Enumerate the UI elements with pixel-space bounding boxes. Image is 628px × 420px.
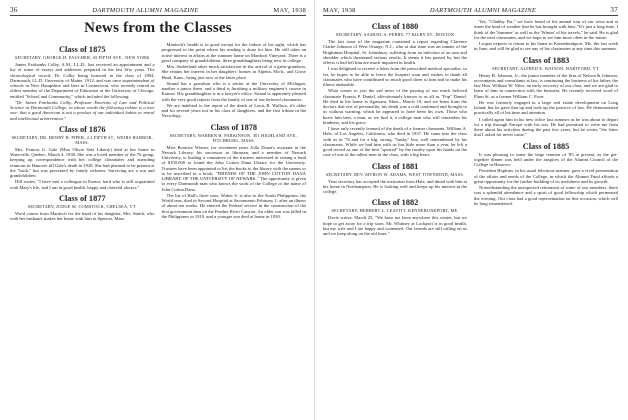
news-paragraph: "Dr. James Fairbanks Colby, Professor Emeritus of Law and Political Science in Dartmouth College, in whose words the following tribute is a true one: that a good American is not a product of our individual habits or moral and intellectual achievement." xyxy=(10,99,155,121)
news-paragraph: Mrs. Sutherland takes much satisfaction in the arrival of a great-grandson. She retains her interest in her daughters' homes in Alpena, Mich., and Grose Head, Kans., being just now at the latter place. xyxy=(161,64,306,80)
class-secretary: SECRETARY, SAMUEL S. PERRY, 77 KILBY ST., BOSTON xyxy=(335,32,455,37)
news-paragraph: Notwithstanding the unexpected retirement of some of our members, there was a splendid attendance and a spirit of good fellowship which permeated the evening. Our class had a good representation on this occasion, which will be long remembered. xyxy=(474,185,618,206)
right-running-head xyxy=(323,6,618,16)
news-paragraph: Mardoch's health is in good except for the failure of his sight, which has progressed to the point where his reading is done for him. He still takes an active interest in affairs at the summer home on Mardoch Vineyard. There is a good company of grandchildren, three granddaughters being now in college. xyxy=(161,42,306,63)
news-paragraph: Your secretary has accepted the invitation from Hale, and dined with him at his home in Northampton. He is looking well and keeps up his interest in the college. xyxy=(323,178,467,194)
class-secretary: SECRETARY, GEORGE H. FAUCHER, 43 FIFTH AVE., NEW YORK xyxy=(14,55,150,60)
right-page xyxy=(314,0,628,420)
class-heading: Class of 1885 xyxy=(522,141,570,151)
news-paragraph: We are indebted to the report of the death of Louis B. Wallace, it's older and for several years not in his class of daughters, and the first tribute in the Necrology. xyxy=(161,102,306,119)
class-secretary: SECRETARY, DR. HENRY H. PIPER, 4 2 FIFTH ST., WEIRS HARBOR, MASS. xyxy=(11,134,153,145)
right-columns xyxy=(323,19,618,240)
class-heading: Class of 1880 xyxy=(371,22,419,31)
magazine-title: DARTMOUTH ALUMNI MAGAZINE xyxy=(429,7,537,14)
class-section xyxy=(474,56,618,138)
class-heading: Class of 1876 xyxy=(58,124,106,134)
class-section xyxy=(474,19,618,52)
class-section xyxy=(162,42,307,119)
news-paragraph: What comes to you the sad news of the passing of our much beloved classmate Francis P. Daniel, affectionately known to us all as "Pop" Daniel. He died in his home at Agawam, Mass., March 19, and we learn from the doctors that rest of personality, his death was a cold continued and brought to us without warning, which he appeared to have been his own. Those who knew him best, a man, as we find it, a college man who will remember his kindness, and his grace. xyxy=(323,88,467,125)
news-paragraph: The last issue of the magazine contained a report regarding Clarence Clarke Johnson of West Orange, N.J., who at that time was an inmate of the Brightman Hospital, St. Johnsbury, suffering from an infection of an arm and shoulder which threatened serious results. It seems it has passed by, but the effects it had left him are much impaired in health. xyxy=(323,39,467,65)
news-paragraph: Mrs. Francis G. Gale (Miss Olivia Sala Liberty) died at her home in Waterville, Quebec, March 4, 1938. She was a loved member of the 76 group, keeping up correspondence with her college classmates and attending reunions in Hanover till Gale's death in 1928. She had planned to be present at the "back," but was prevented by family sickness. Surviving are a son and grandchildren. xyxy=(10,146,155,178)
right-column-1 xyxy=(323,19,467,240)
class-section xyxy=(10,45,155,121)
class-secretary: SECRETARY, HERBERT L. LEAVITT, KENNEBUNKPORT, ME. xyxy=(331,208,459,214)
news-paragraph: Miss Beatrice Wiener, for seventeen years Jolla Donat's assistant in the Newark Library, his successor as librarian, and a member of Newark University, is leading a committee of the trustees interested in raising a fund of $100,000 to found the John Cotton Dana Library for the University. Trustees have been appointed to list the books to the library with the names or to be inscribed in a book, "FRIENDS OF THE JOHN COTTON DANA LIBRARY OF THE UNIVERSITY OF NEWARK." The opportunity is given to every Dartmouth man who knows the work of the College or the name of John Cotton Dana. xyxy=(161,144,306,192)
class-heading: Class of 1881 xyxy=(371,161,419,171)
class-heading: Class of 1875 xyxy=(58,45,106,54)
class-heading: Class of 1882 xyxy=(371,198,419,208)
class-section xyxy=(323,22,467,158)
news-paragraph: I called again him in his new office last summer as he was about to depart for a trip through Europe with his son. He had promised to write me from there about his activities during the past few years, but he writes "the letter that I asked for never came." xyxy=(474,116,618,138)
page-number: 37 xyxy=(610,6,618,14)
class-heading: Class of 1877 xyxy=(58,193,106,203)
class-section xyxy=(162,123,307,220)
class-secretary: SECRETARY, JUDGE M. COMSTOCK, CHELSEA, VT. xyxy=(27,203,137,209)
class-heading: Class of 1883 xyxy=(522,55,570,65)
page-number: 36 xyxy=(10,6,18,14)
news-paragraph: It was pleasing to some the large reunion of '85 at present, as the get-together dinner was held under the auspices of the Alumni Council of the College in Hanover. xyxy=(474,151,618,167)
magazine-title: DARTMOUTH ALUMNI MAGAZINE xyxy=(92,7,199,14)
news-paragraph: I have only recently learned of the death of a former classmate, William A. Hale, of Los Angeles, California, who died in 1937. He came into the class with us in '76 and for a big, strong, "husky" boy, well remembered by his classmates. While we had him with us but little more than a year, he left a good record as one of the best "spurred" by the faculty upon his hands on the case of one of the tallest men in the class, with a big heart. xyxy=(323,126,467,158)
left-column-1 xyxy=(10,42,155,225)
class-section xyxy=(10,125,155,190)
page-title: News from the Classes xyxy=(84,20,232,36)
news-paragraph: James Fairbanks Colby, A.M., LL.D., has received an appointment and a list of some of essays and addresses prepared in the last fifty years. The chronological record, Dr. Colby being honored in the class of 1894, Dartmouth, LL.D. University of Maine, 1912, and was once superintendent of schools in New Hampshire and later in Connecticut, who recently retired as oldest member of the Department of Education at the University of Chicago, entitled "School and Community," which included the following: xyxy=(10,62,155,99)
class-secretary: SECRETARY, REV. MYRON W. ADAMS, WEST TOWNSEND, MASS. xyxy=(325,171,465,177)
news-paragraph: Hill writes, "I have met a colleague in Exeter; hard who is still acquainted with Mary's life, and I am in good health, happy and cheerful always." xyxy=(10,179,155,190)
class-secretary: SECRETARY, WARREN H. PARKINSON, 301 HIGHLAND AVE., FITCHBURG, MASS. xyxy=(169,132,298,143)
news-paragraph: Lospas expects to return to his home in Kennebunkport, Me. the last week in June, and will be glad to see any of his classmates at any time this summer. xyxy=(474,41,618,52)
issue-date: MAY, 1938 xyxy=(323,7,356,14)
left-running-head xyxy=(10,6,306,16)
class-section xyxy=(323,198,467,236)
left-column-2 xyxy=(162,42,307,225)
news-paragraph: The list of Hall's three sons: Walter S. is also in the South Philippines, the World seas, died in Second Hospital at Sacramento February 1, after an illness of about ten weeks. He entered the Federal service in the construction of the first government dam on the Feather River Canyon. An older son was killed in the Philippines in 1919, and a younger son died at home in 1930. xyxy=(161,192,306,219)
left-columns xyxy=(10,42,306,225)
news-paragraph: President Hopkins, in his usual felicitous manner, gave a vivid presentation of the affairs and needs of the College, in which the Alumni Fund affords a great opportunity for the further building of its usefulness and its growth. xyxy=(474,168,618,184)
class-section xyxy=(323,162,467,195)
news-paragraph: Henry B. Johnson, Jr., the junior member of the firm of Nelson & Johnson, accountants and consultants at law, is continuing the business of his father, the late Hon. William W. Niles, an early recovery of our class, and we are glad to learn of him in connection with the business. He recently received word of Plum St. as a former William C. Ewer. xyxy=(474,72,618,99)
news-paragraph: Yes, "Chubby Pat," we have heard of his annual tour of our town and at times the kind of weather that he has brought with him. "It's just a long time, I think of the 'Summer' as well as the 'Winter' of his travels," he said. He is glad for the next classmates, and we hope to see him more often in the future. xyxy=(474,19,618,40)
right-column-2 xyxy=(474,19,618,240)
news-paragraph: Davis writes, March 25, "We have not been anywhere this winter, but we hope to get away for a trip soon. Mr. Whitney at Lockport is in good health, but my wife and I are happy and contented. Our friends are still calling on us and we keep along on the old lines." xyxy=(323,215,467,236)
class-section xyxy=(10,194,155,222)
news-paragraph: He was formerly engaged in a large real estate development on Long Island, but he gave that up and took up the practice of law. He demonstrated practically all of his time and attention. xyxy=(474,99,618,116)
class-secretary: SECRETARY, ALFRED E. WATSON, HARTFORD, VT. xyxy=(492,65,600,71)
news-paragraph: I was delighted to receive a letter from the prescribed medical specialist; so far, he hopes to be able to leave the hospital soon and wishes to thank all classmates who have contributed so much good cheer to him and to make his illness endurable. xyxy=(323,66,467,87)
issue-date: MAY, 1938 xyxy=(273,7,306,14)
news-paragraph: Strand has a grandson who is a senior at the University of Michigan, another a junior there, and a third is finishing a military engineer's course in Kansas. His granddaughter is in a lawyer's office. Strand is apparently pleased with the very good reports from the family of one of our beloved classmates. xyxy=(161,80,306,102)
news-paragraph: Word comes from Mardoch for the hand of his daughter, Mrs. Smith, who with her husband, makes her home with him in Spencer, Mass. xyxy=(10,210,155,221)
class-section xyxy=(474,142,618,207)
class-heading: Class of 1878 xyxy=(210,122,258,132)
